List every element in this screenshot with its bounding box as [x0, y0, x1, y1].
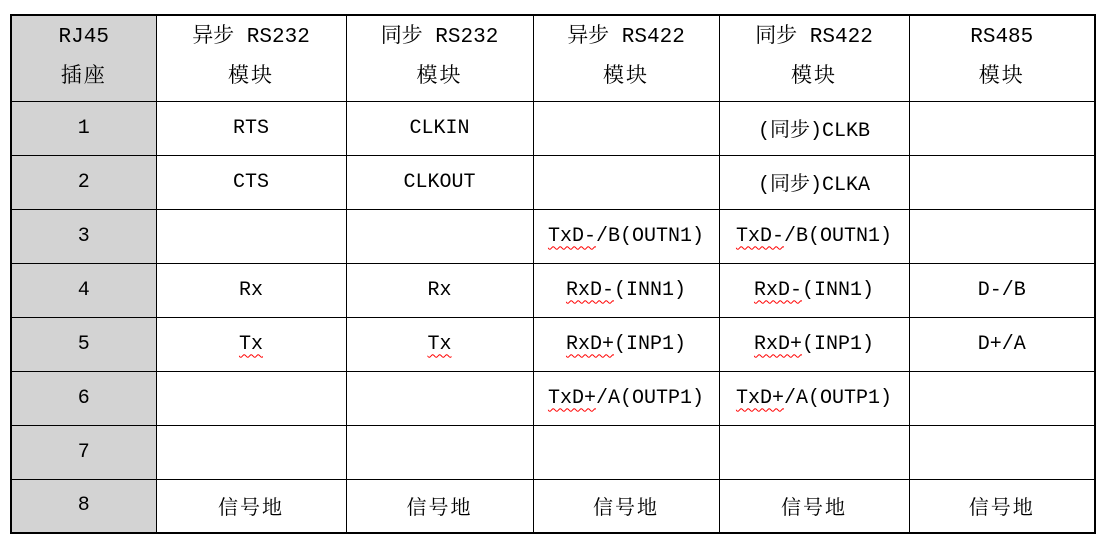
table-row — [11, 371, 1095, 425]
table-row — [11, 263, 1095, 317]
column-header-async-rs232 — [156, 15, 346, 101]
header-line1: 异步 RS232 — [192, 26, 310, 50]
table-row — [11, 317, 1095, 371]
table-row — [11, 155, 1095, 209]
header-line2: 模块 — [603, 66, 649, 90]
signal-cell: (同步)CLKB — [719, 101, 909, 155]
column-header-async-rs422 — [533, 15, 719, 101]
signal-cell: TxD+/A(OUTP1) — [719, 371, 909, 425]
spellcheck-underlined-text: RxD- — [565, 278, 614, 302]
pinout-table-container — [10, 14, 1094, 530]
spellcheck-underlined-text: TxD+ — [547, 386, 596, 410]
signal-cell — [533, 101, 719, 155]
spellcheck-underlined-text: RxD+ — [753, 332, 802, 356]
spellcheck-underlined-text: Tx — [427, 332, 452, 356]
header-line1: 同步 RS232 — [380, 26, 499, 50]
signal-cell — [156, 209, 346, 263]
signal-cell: 信号地 — [346, 479, 533, 533]
signal-cell — [346, 425, 533, 479]
table-header — [11, 15, 1095, 101]
signal-cell: RTS — [156, 101, 346, 155]
column-header-rs485 — [909, 15, 1095, 101]
pin-number-cell: 6 — [11, 371, 156, 425]
spellcheck-underlined-text: TxD- — [547, 224, 596, 248]
signal-cell — [533, 425, 719, 479]
signal-cell — [156, 425, 346, 479]
header-line2: 模块 — [228, 66, 274, 90]
signal-cell: D-/B — [909, 263, 1095, 317]
signal-cell: CTS — [156, 155, 346, 209]
header-line2: 模块 — [791, 66, 837, 90]
signal-cell: CLKIN — [346, 101, 533, 155]
signal-cell: (同步)CLKA — [719, 155, 909, 209]
spellcheck-underlined-text: RxD- — [753, 278, 802, 302]
signal-cell: RxD-(INN1) — [533, 263, 719, 317]
spellcheck-underlined-text: TxD- — [735, 224, 784, 248]
pin-number-cell: 8 — [11, 479, 156, 533]
signal-cell: RxD-(INN1) — [719, 263, 909, 317]
signal-cell — [909, 209, 1095, 263]
spellcheck-underlined-text: TxD+ — [735, 386, 784, 410]
signal-cell: 信号地 — [719, 479, 909, 533]
pin-number-cell: 1 — [11, 101, 156, 155]
header-line2: 插座 — [60, 66, 107, 90]
signal-cell — [346, 209, 533, 263]
table-row — [11, 479, 1095, 533]
signal-cell: Rx — [156, 263, 346, 317]
header-row — [11, 15, 1095, 101]
pin-number-cell: 3 — [11, 209, 156, 263]
signal-cell — [346, 317, 533, 371]
column-header-sync-rs232 — [346, 15, 533, 101]
table-body — [11, 101, 1095, 533]
header-line1: 同步 RS422 — [755, 26, 873, 50]
pin-number-cell: 4 — [11, 263, 156, 317]
spellcheck-underlined-text: RxD+ — [565, 332, 614, 356]
column-header-sync-rs422 — [719, 15, 909, 101]
rj45-pinout-table — [10, 14, 1096, 534]
signal-cell — [719, 425, 909, 479]
signal-cell: Rx — [346, 263, 533, 317]
signal-cell: TxD-/B(OUTN1) — [719, 209, 909, 263]
signal-cell: 信号地 — [533, 479, 719, 533]
column-header-rj45-socket — [11, 15, 156, 101]
signal-cell — [909, 371, 1095, 425]
header-line1: 异步 RS422 — [567, 26, 685, 50]
pin-number-cell: 7 — [11, 425, 156, 479]
header-line1: RJ45 — [58, 26, 109, 50]
signal-cell — [156, 371, 346, 425]
signal-cell: RxD+(INP1) — [533, 317, 719, 371]
signal-cell — [909, 425, 1095, 479]
signal-cell: TxD+/A(OUTP1) — [533, 371, 719, 425]
table-row — [11, 425, 1095, 479]
signal-cell — [909, 155, 1095, 209]
signal-cell: 信号地 — [156, 479, 346, 533]
signal-cell: D+/A — [909, 317, 1095, 371]
pin-number-cell: 2 — [11, 155, 156, 209]
spellcheck-underlined-text: Tx — [238, 332, 263, 356]
table-row — [11, 101, 1095, 155]
table-row — [11, 209, 1095, 263]
signal-cell — [156, 317, 346, 371]
signal-cell: CLKOUT — [346, 155, 533, 209]
signal-cell: RxD+(INP1) — [719, 317, 909, 371]
signal-cell — [533, 155, 719, 209]
signal-cell: TxD-/B(OUTN1) — [533, 209, 719, 263]
signal-cell — [909, 101, 1095, 155]
header-line1: RS485 — [970, 26, 1034, 50]
signal-cell — [346, 371, 533, 425]
pin-number-cell: 5 — [11, 317, 156, 371]
signal-cell: 信号地 — [909, 479, 1095, 533]
header-line2: 模块 — [416, 66, 463, 90]
header-line2: 模块 — [978, 66, 1025, 90]
